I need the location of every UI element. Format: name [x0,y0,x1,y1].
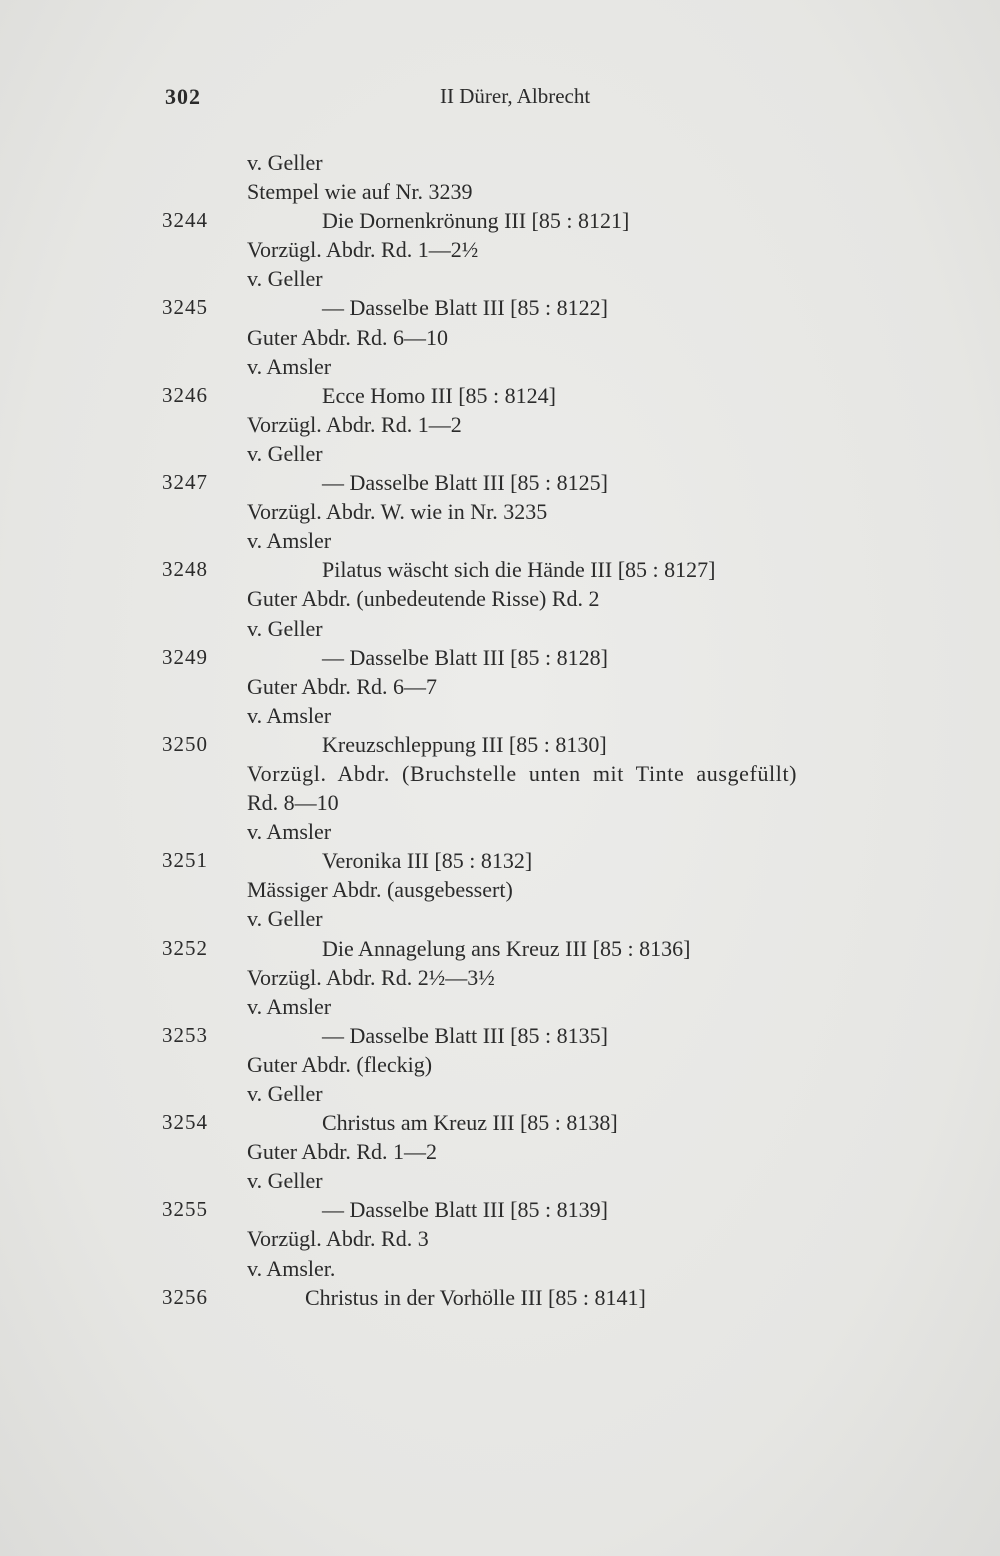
entry-text: v. Geller [247,150,323,175]
entry-text: Kreuzschleppung III [85 : 8130] [322,731,607,757]
entry-text: v. Geller [247,440,323,466]
entry-text: Guter Abdr. Rd. 6—10 [247,324,449,350]
entry-text: Pilatus wäscht sich die Hände III [85 : 8127] [322,557,716,583]
catalog-entry-title-line [0,730,1000,759]
catalog-entry-detail-line [0,584,1000,613]
entry-text: Vorzügl. Abdr. Rd. 2½—3½ [247,964,495,990]
catalog-entry-detail-line [0,1224,1000,1253]
entry-text: Rd. 8—10 [247,790,339,816]
entry-text: Vorzügl. Abdr. W. wie in Nr. 3235 [247,499,548,525]
entry-number: 3253 [162,1022,208,1047]
catalog-entry-detail-line [0,1050,1000,1079]
entry-text: Guter Abdr. Rd. 1—2 [247,1139,438,1165]
catalog-entry-title-line [0,1021,1000,1050]
catalog-entry-detail-line [0,1254,1000,1283]
entry-number: 3251 [162,848,208,873]
catalog-entry-detail-line [0,875,1000,904]
entry-text: v. Amsler [247,819,332,845]
catalog-entry-detail-line [0,235,1000,264]
entry-text: — Dasselbe Blatt III [85 : 8139] [322,1197,608,1223]
entry-text: Stempel wie auf Nr. 3239 [247,179,473,205]
entry-number: 3249 [162,644,208,669]
entry-text: Christus in der Vorhölle III [85 : 8141] [305,1284,646,1310]
entry-number: 3250 [162,731,208,756]
entry-number: 3252 [162,935,208,960]
catalog-entry-detail-line [0,788,1000,817]
catalog-entry-detail-line [0,439,1000,468]
catalog-entry-detail-line [0,1079,1000,1108]
catalog-entry-title-line [0,206,1000,235]
catalog-entry-detail-line [0,701,1000,730]
catalog-entry-title-line [0,846,1000,875]
entry-text: v. Amsler [247,702,332,728]
entry-text: v. Amsler [247,528,332,554]
catalog-entry-detail-line [0,904,1000,933]
catalog-entry-title-line [0,1283,1000,1312]
catalog-entry-detail-line [0,759,1000,788]
entry-text: v. Geller [247,266,323,292]
catalog-entry-detail-line [0,148,1000,177]
entry-number: 3246 [162,382,208,407]
catalog-entry-detail-line [0,526,1000,555]
entry-text: Die Dornenkrönung III [85 : 8121] [322,208,630,234]
catalog-entry-title-line [0,381,1000,410]
catalog-entry-title-line [0,1108,1000,1137]
catalog-entry-detail-line [0,264,1000,293]
running-header: II Dürer, Albrecht [440,84,591,108]
entry-text: Veronika III [85 : 8132] [322,848,533,874]
entry-text: — Dasselbe Blatt III [85 : 8122] [322,295,608,321]
entry-text: v. Geller [247,615,323,641]
catalog-entry-title-line [0,468,1000,497]
entry-text: Mässiger Abdr. (ausgebessert) [247,877,513,903]
entry-text: Ecce Homo III [85 : 8124] [322,382,556,408]
entry-text: Guter Abdr. (fleckig) [247,1051,433,1077]
entry-text: Vorzügl. Abdr. (Bruchstelle unten mit Tinte ausgefüllt) [247,760,798,786]
entry-number: 3255 [162,1197,208,1222]
entry-text: Vorzügl. Abdr. Rd. 1—2 [247,411,462,437]
entry-number: 3247 [162,470,208,495]
entry-text: v. Amsler [247,353,332,379]
catalog-entry-detail-line [0,410,1000,439]
entry-text: v. Geller [247,1168,323,1194]
entry-text: — Dasselbe Blatt III [85 : 8128] [322,644,608,670]
entry-text: Die Annagelung ans Kreuz III [85 : 8136] [322,935,691,961]
catalog-entry-detail-line [0,992,1000,1021]
catalog-entry-detail-line [0,177,1000,206]
entry-number: 3254 [162,1110,208,1135]
entry-text: — Dasselbe Blatt III [85 : 8135] [322,1022,608,1048]
catalog-entry-detail-line [0,1166,1000,1195]
catalog-entry-detail-line [0,817,1000,846]
entry-text: v. Geller [247,906,323,932]
catalog-entry-title-line [0,1195,1000,1224]
catalog-entry-detail-line [0,352,1000,381]
entry-text: Guter Abdr. Rd. 6—7 [247,673,438,699]
catalog-entry-detail-line [0,672,1000,701]
catalog-entry-title-line [0,643,1000,672]
entry-text: v. Amsler. [247,1255,336,1281]
entry-text: Christus am Kreuz III [85 : 8138] [322,1110,618,1136]
catalog-entry-title-line [0,293,1000,322]
entry-text: v. Geller [247,1081,323,1106]
catalog-entry-detail-line [0,1137,1000,1166]
page-number: 302 [165,84,201,109]
entry-text: Guter Abdr. (unbedeutende Risse) Rd. 2 [247,586,600,612]
entry-number: 3248 [162,557,208,582]
entry-text: Vorzügl. Abdr. Rd. 1—2½ [247,237,479,263]
catalog-entry-detail-line [0,614,1000,643]
entry-number: 3244 [162,208,208,233]
entry-text: Vorzügl. Abdr. Rd. 3 [247,1226,429,1252]
entry-text: v. Amsler [247,993,332,1019]
entry-number: 3245 [162,295,208,320]
catalog-entry-title-line [0,555,1000,584]
catalog-entry-detail-line [0,963,1000,992]
entry-text: — Dasselbe Blatt III [85 : 8125] [322,470,608,496]
catalog-entries [0,148,1000,1312]
entry-number: 3256 [162,1284,208,1309]
catalog-entry-detail-line [0,497,1000,526]
catalog-entry-detail-line [0,323,1000,352]
catalog-entry-title-line [0,934,1000,963]
